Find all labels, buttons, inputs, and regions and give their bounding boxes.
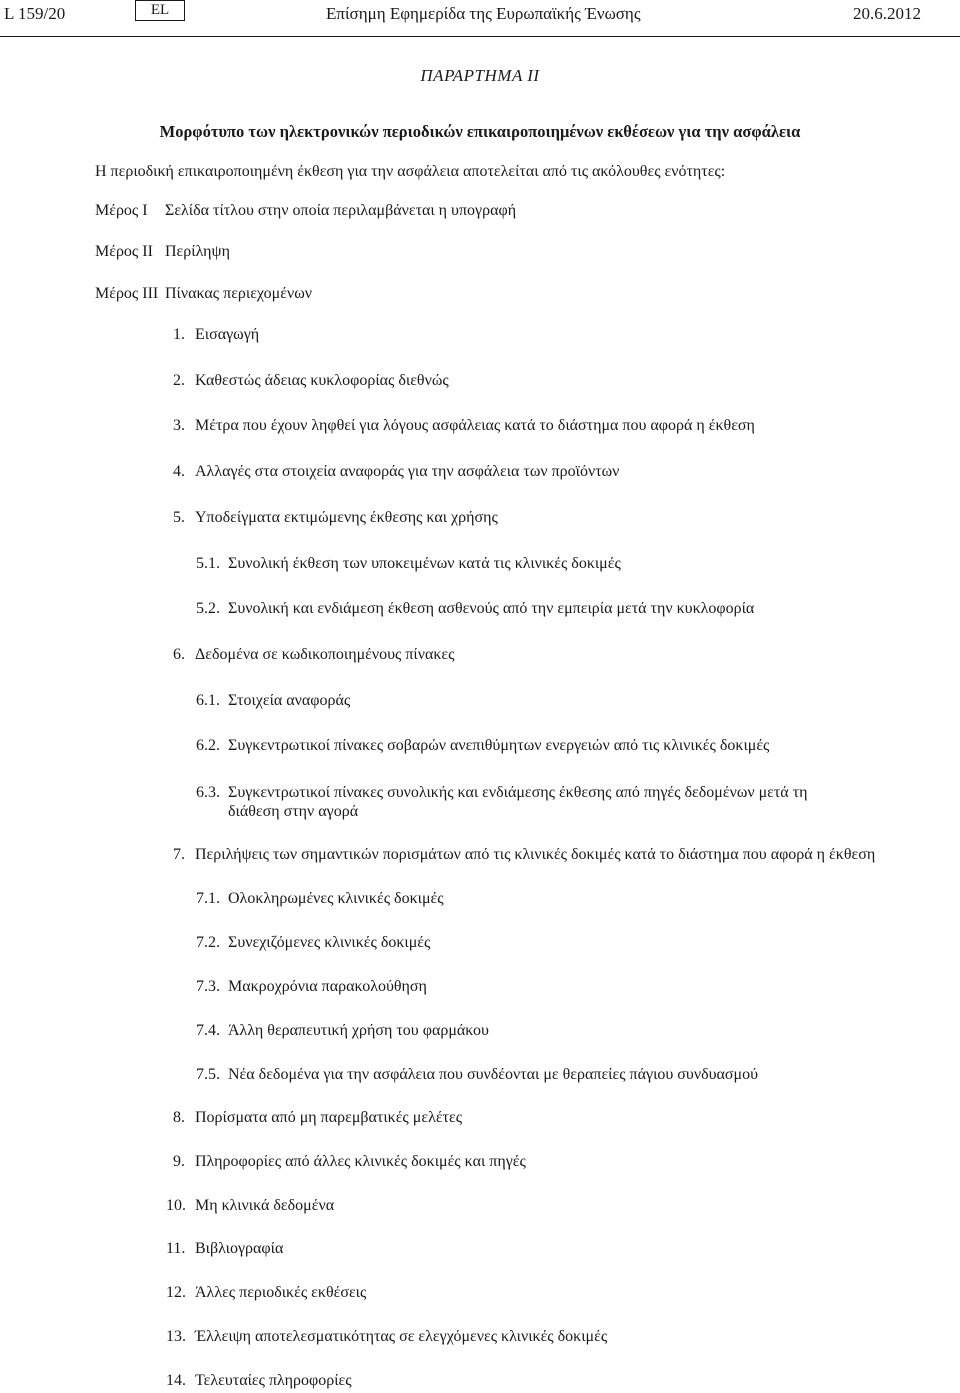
- toc-subitem: [196, 737, 769, 755]
- toc-subitem: [196, 890, 444, 908]
- toc-number: 12.: [166, 1284, 186, 1301]
- toc-number: 6.1.: [196, 692, 220, 709]
- toc-number: 6.3.: [196, 784, 220, 801]
- toc-text: Μέτρα που έχουν ληφθεί για λόγους ασφάλειας κατά το διάστημα που αφορά η έκθεση: [195, 417, 755, 434]
- toc-text: Δεδομένα σε κωδικοποιημένους πίνακες: [195, 646, 455, 663]
- toc-item: [173, 1109, 462, 1127]
- toc-text: Πορίσματα από μη παρεμβατικές μελέτες: [195, 1109, 463, 1126]
- toc-number: 7.2.: [196, 934, 220, 951]
- toc-item: [166, 1328, 607, 1346]
- annex-heading: ΠΑΡΑΡΤΗΜΑ II: [420, 66, 540, 85]
- toc-text: Υποδείγματα εκτιμώμενης έκθεσης και χρήσης: [195, 509, 498, 526]
- toc-item: [173, 846, 875, 864]
- toc-subitem: [196, 600, 754, 618]
- toc-text: Συνεχιζόμενες κλινικές δοκιμές: [228, 934, 431, 951]
- toc-item: [173, 646, 454, 664]
- toc-number: 7.4.: [196, 1022, 220, 1039]
- toc-subitem: [196, 1066, 758, 1084]
- toc-number: 14.: [166, 1372, 186, 1389]
- toc-text: Εισαγωγή: [195, 326, 260, 343]
- toc-number: 6.2.: [196, 737, 220, 754]
- toc-item: [173, 326, 259, 344]
- toc-subitem: [196, 1022, 489, 1040]
- toc-text: Βιβλιογραφία: [195, 1240, 284, 1257]
- toc-item: [166, 1197, 334, 1215]
- part-label: Μέρος III: [95, 285, 159, 302]
- toc-subitem: [196, 555, 621, 573]
- document-title: Μορφότυπο των ηλεκτρονικών περιοδικών επικαιροποιημένων εκθέσεων για την ασφάλεια: [159, 122, 801, 141]
- header-divider: [0, 36, 960, 37]
- toc-number: 5.2.: [196, 600, 220, 617]
- toc-item: [173, 372, 449, 390]
- toc-text: Συγκεντρωτικοί πίνακες συνολικής και ενδιάμεσης έκθεσης από πηγές δεδομένων μετά τη διάθεση στην αγορά: [228, 784, 808, 820]
- part-row: [95, 243, 230, 261]
- toc-text: Μη κλινικά δεδομένα: [195, 1197, 335, 1214]
- toc-text: Νέα δεδομένα για την ασφάλεια που συνδέονται με θεραπείες πάγιου συνδυασμού: [228, 1066, 759, 1083]
- toc-number: 10.: [166, 1197, 186, 1214]
- toc-number: 1.: [173, 326, 185, 343]
- part-text: Σελίδα τίτλου στην οποία περιλαμβάνεται η υπογραφή: [165, 202, 517, 219]
- toc-text: Στοιχεία αναφοράς: [228, 692, 351, 709]
- toc-subitem: [196, 934, 430, 952]
- toc-number: 6.: [173, 646, 185, 663]
- intro-paragraph: Η περιοδική επικαιροποιημένη έκθεση για την ασφάλεια αποτελείται από τις ακόλουθες ενότητες:: [95, 163, 726, 180]
- toc-number: 5.1.: [196, 555, 220, 572]
- journal-title: Επίσημη Εφημερίδα της Ευρωπαϊκής Ένωσης: [326, 4, 641, 23]
- toc-number: 9.: [173, 1153, 185, 1170]
- part-row: [95, 285, 312, 303]
- part-text: Πίνακας περιεχομένων: [165, 285, 312, 302]
- toc-number: 3.: [173, 417, 185, 434]
- toc-item: [173, 1153, 526, 1171]
- toc-number: 7.5.: [196, 1066, 220, 1083]
- toc-number: 7.3.: [196, 978, 220, 995]
- part-label: Μέρος II: [95, 243, 153, 260]
- part-text: Περίληψη: [165, 243, 230, 260]
- toc-number: 2.: [173, 372, 185, 389]
- toc-number: 4.: [173, 463, 185, 480]
- toc-text: Καθεστώς άδειας κυκλοφορίας διεθνώς: [195, 372, 449, 389]
- toc-text: Μακροχρόνια παρακολούθηση: [228, 978, 427, 995]
- toc-subitem: [196, 692, 350, 710]
- toc-number: 13.: [166, 1328, 186, 1345]
- toc-item: [173, 463, 619, 481]
- part-row: [95, 202, 516, 220]
- toc-item: [166, 1240, 283, 1258]
- toc-item: [166, 1284, 366, 1302]
- toc-text: Πληροφορίες από άλλες κλινικές δοκιμές και πηγές: [195, 1153, 526, 1170]
- publication-date: 20.6.2012: [853, 4, 921, 23]
- toc-text: Περιλήψεις των σημαντικών πορισμάτων από τις κλινικές δοκιμές κατά το διάστημα που αφορά η έκθεση: [195, 846, 876, 863]
- toc-text: Συνολική έκθεση των υποκειμένων κατά τις κλινικές δοκιμές: [228, 555, 621, 572]
- language-code-box: EL: [135, 0, 185, 21]
- toc-text: Αλλαγές στα στοιχεία αναφοράς για την ασφάλεια των προϊόντων: [195, 463, 620, 480]
- toc-number: 7.: [173, 846, 185, 863]
- toc-item: [166, 1372, 352, 1390]
- toc-text: Άλλη θεραπευτική χρήση του φαρμάκου: [228, 1022, 489, 1039]
- toc-number: 8.: [173, 1109, 185, 1126]
- part-label: Μέρος I: [95, 202, 148, 219]
- toc-number: 5.: [173, 509, 185, 526]
- toc-item: [173, 417, 755, 435]
- toc-text: Άλλες περιοδικές εκθέσεις: [195, 1284, 367, 1301]
- toc-number: 11.: [166, 1240, 186, 1257]
- toc-subitem: [196, 978, 427, 996]
- toc-text: Τελευταίες πληροφορίες: [195, 1372, 352, 1389]
- toc-text: Συνολική και ενδιάμεση έκθεση ασθενούς από την εμπειρία μετά την κυκλοφορία: [228, 600, 755, 617]
- toc-text: Συγκεντρωτικοί πίνακες σοβαρών ανεπιθύμητων ενεργειών από τις κλινικές δοκιμές: [228, 737, 770, 754]
- toc-item: [173, 509, 498, 527]
- toc-text: Έλλειψη αποτελεσματικότητας σε ελεγχόμενες κλινικές δοκιμές: [195, 1328, 608, 1345]
- page-reference: L 159/20: [4, 4, 66, 23]
- toc-subitem: [196, 783, 836, 821]
- toc-number: 7.1.: [196, 890, 220, 907]
- toc-text: Ολοκληρωμένες κλινικές δοκιμές: [228, 890, 444, 907]
